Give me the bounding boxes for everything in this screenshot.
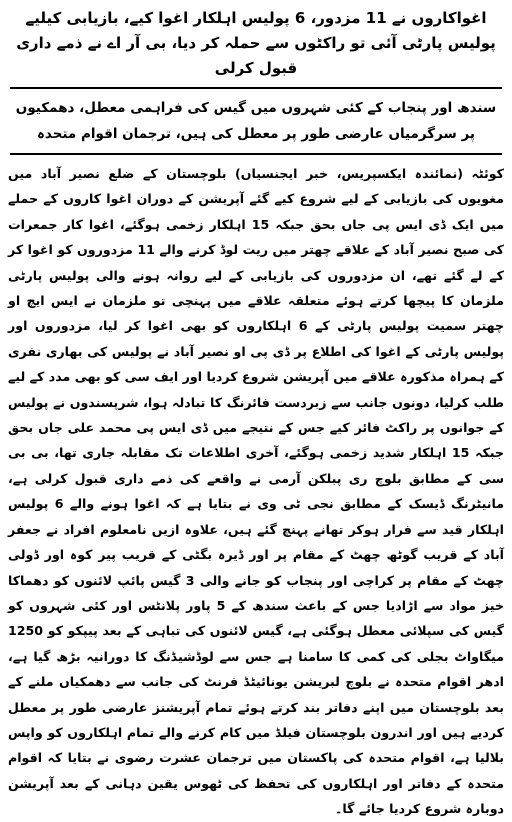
- top-divider: [10, 87, 502, 89]
- article-body: کوئٹہ (نمائندہ ایکسپریس، خبر ایجنسیاں) بلوچستان کے ضلع نصیر آباد میں مغویوں کی بازیابی کے لیے شروع کیے گئے آپریشن کے دوران اغوا کاروں کے حملے میں ایک ڈی ایس پی جاں بحق جبکہ 15 اہلکار زخمی ہوگئے، اغوا کار جمعرات کی صبح نصیر آباد کے علاقے چھتر میں ریت لوڈ کرنے والے 11 مزدوروں کو اغوا کر کے لے گئے تھے، ان مزدوروں کی بازیابی کے لیے روانہ ہونے والی پولیس پارٹی ملزمان کا پیچھا کرتے ہوئے متعلقہ علاقے میں پہنچی تو ملزمان نے ایس ایچ او چھتر سمیت پولیس پارٹی کے 6 اہلکاروں کو بھی اغوا کر لیا، مزدوروں اور پولیس پارٹی کے اغوا کی اطلاع پر ڈی پی او نصیر آباد نے پولیس کی بھاری نفری کے ہمراہ مذکورہ علاقے میں آپریشن شروع کردیا اور ایف سی کو بھی مدد کے لیے طلب کرلیا، دونوں جانب سے زبردست فائرنگ کا تبادلہ ہوا، شرپسندوں نے پولیس کے جوانوں پر راکٹ فائر کیے جس کے نتیجے میں ڈی ایس پی محمد علی جاں بحق جبکہ 15 اہلکار شدید زخمی ہوگئے، آخری اطلاعات تک مقابلہ جاری تھا، بی بی سی کے مطابق بلوچ ری پبلکن آرمی نے واقعے کی ذمے داری قبول کرلی ہے، مانیٹرنگ ڈیسک کے مطابق نجی ٹی وی نے بتایا ہے کہ اغوا ہونے والے 6 پولیس اہلکار قید سے فرار ہوکر تھانے پہنچ گئے ہیں، علاوہ ازیں نامعلوم افراد نے جعفر آباد کے قریب گوٹھ چھٹ کے مقام پر اور ڈیرہ بگٹی کے قریب پیر کوہ اور ڈولی چھٹ کے مقام پر کراچی اور پنجاب کو جانے والی 3 گیس پائپ لائنوں کو دھماکا خیز مواد سے اڑادیا جس کے باعث سندھ کے 5 پاور پلانٹس اور کئی شہروں کو گیس کی سپلائی معطل ہوگئی ہے، گیس لائنوں کی تباہی کے بعد پیپکو کو 1250 میگاواٹ بجلی کی کمی کا سامنا ہے جس سے لوڈشیڈنگ کا دورانیہ بڑھ گیا ہے، ادھر اقوام متحدہ نے بلوچ لبریشن یونائیٹڈ فرنٹ کی جانب سے دھمکیاں ملنے کے بعد بلوچستان میں اپنے دفاتر بند کرتے ہوئے تمام آپریشنز عارضی طور پر معطل کردیے ہیں اور اندرون بلوچستان فیلڈ میں کام کرنے والے تمام اہلکاروں کو واپس بلالیا ہے، اقوام متحدہ کی پاکستان میں ترجمان عشرت رضوی نے بتایا کہ اقوام متحدہ کے دفاتر اور اہلکاروں کی تحفظ کی ٹھوس یقین دہانی کے بعد آپریشن دوبارہ شروع کردیا جائے گا۔: [8, 166, 504, 817]
- bottom-divider: [10, 153, 502, 155]
- subheadline: سندھ اور پنجاب کے کئی شہروں میں گیس کی فراہمی معطل، دھمکیوں پر سرگرمیاں عارضی طور پر معطل کی ہیں، ترجمان اقوام متحدہ: [15, 100, 497, 142]
- headline: اغواکاروں نے 11 مزدور، 6 پولیس اہلکار اغوا کیے، بازیابی کیلیے پولیس پارٹی آئی تو راکٹوں سے حملہ کر دیا، بی آر اے نے ذمے داری قبول کرلی: [16, 9, 496, 77]
